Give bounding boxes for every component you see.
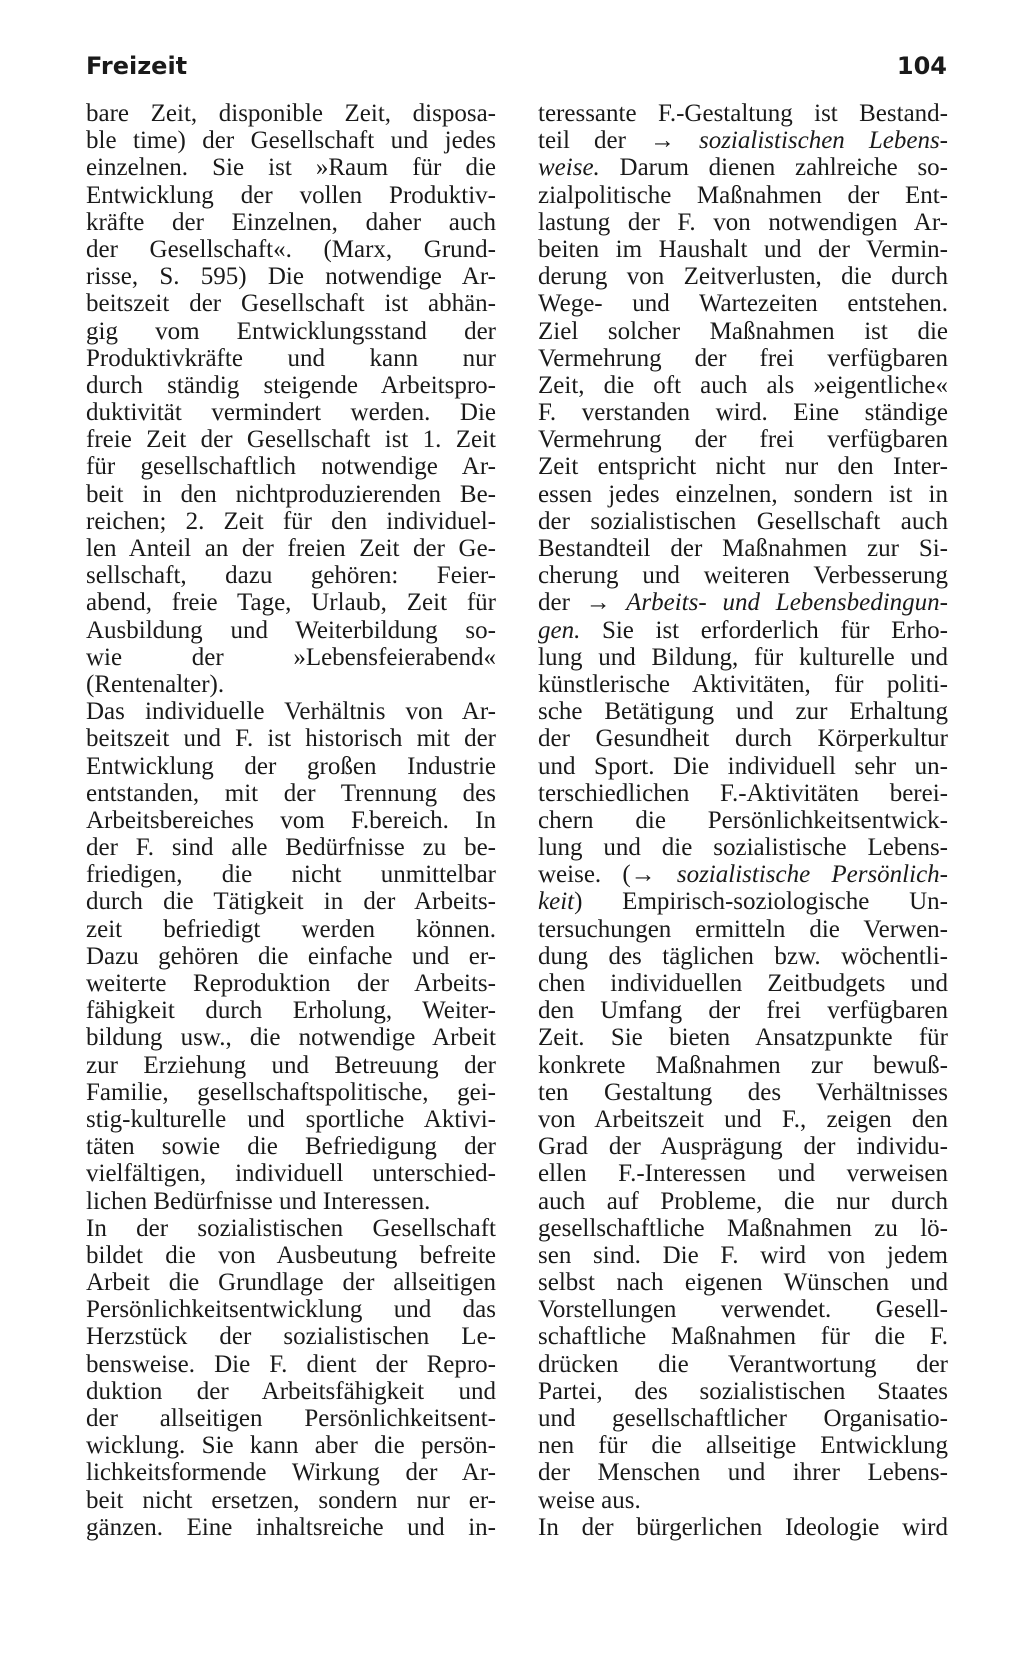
cross-reference-term: gen. bbox=[538, 616, 581, 644]
text-line bbox=[538, 888, 948, 915]
text-line: fähigkeit durch Erholung, Weiter- bbox=[86, 997, 496, 1025]
text-segment: weise. ( bbox=[538, 861, 631, 889]
text-line: Zeit. Sie bieten Ansatzpunkte für bbox=[538, 1024, 948, 1052]
text-line: dung des täglichen bzw. wöchentli- bbox=[538, 942, 948, 970]
text-segment: ) Empirisch-soziologische Un- bbox=[574, 888, 948, 916]
text-line: bildet die von Ausbeutung befreite bbox=[86, 1241, 496, 1269]
text-line: weise aus. bbox=[538, 1486, 641, 1514]
text-line: Das individuelle Verhältnis von Ar- bbox=[86, 698, 496, 726]
text-line: ten Gestaltung des Verhältnisses bbox=[538, 1078, 948, 1106]
text-line: Wege- und Wartezeiten entstehen. bbox=[538, 290, 948, 318]
text-line: beit nicht ersetzen, sondern nur er- bbox=[86, 1486, 496, 1514]
text-line: reichen; 2. Zeit für den individuel- bbox=[86, 507, 496, 535]
text-line: ble time) der Gesellschaft und jedes bbox=[86, 127, 496, 155]
text-line: lung und die sozialistische Lebens- bbox=[538, 834, 948, 862]
text-line: entstanden, mit der Trennung des bbox=[86, 779, 496, 807]
text-line: Zeit entspricht nicht nur den Inter- bbox=[538, 453, 948, 481]
text-line: wicklung. Sie kann aber die persön- bbox=[86, 1432, 496, 1460]
text-line: chern die Persönlichkeitsentwick- bbox=[538, 806, 948, 834]
text-line: sche Betätigung und zur Erhaltung bbox=[538, 698, 948, 726]
text-line: Persönlichkeitsentwicklung und das bbox=[86, 1296, 496, 1324]
text-line: sellschaft, dazu gehören: Feier- bbox=[86, 562, 496, 590]
text-segment: teil der bbox=[538, 127, 650, 155]
text-line: täten sowie die Befriedigung der bbox=[86, 1133, 496, 1161]
text-line: kräfte der Einzelnen, daher auch bbox=[86, 208, 496, 236]
text-line: wie der »Lebensfeierabend« bbox=[86, 643, 496, 671]
text-line: drücken die Verantwortung der bbox=[538, 1350, 948, 1378]
text-line: essen jedes einzelnen, sondern ist in bbox=[538, 480, 948, 508]
text-line: Partei, des sozialistischen Staates bbox=[538, 1377, 948, 1405]
text-line: In der sozialistischen Gesellschaft bbox=[86, 1214, 496, 1242]
text-line: lung und Bildung, für kulturelle und bbox=[538, 643, 948, 671]
text-line: vielfältigen, individuell unterschied- bbox=[86, 1160, 496, 1188]
text-line: Vorstellungen verwendet. Gesell- bbox=[538, 1296, 948, 1324]
text-line bbox=[538, 617, 948, 644]
text-segment: der bbox=[538, 589, 586, 617]
right-column bbox=[538, 100, 948, 1541]
text-segment: Darum dienen zahlreiche so- bbox=[599, 154, 948, 182]
text-line: abend, freie Tage, Urlaub, Zeit für bbox=[86, 589, 496, 617]
text-line: bare Zeit, disponible Zeit, disposa- bbox=[86, 100, 496, 127]
text-line: len Anteil an der freien Zeit der Ge- bbox=[86, 535, 496, 562]
text-line: Produktivkräfte und kann nur bbox=[86, 344, 496, 372]
text-line: der allseitigen Persönlichkeitsent- bbox=[86, 1405, 496, 1432]
running-title: Freizeit bbox=[86, 52, 188, 80]
text-line: Entwicklung der großen Industrie bbox=[86, 752, 496, 780]
text-line: cherung und weiteren Verbesserung bbox=[538, 562, 948, 590]
cross-reference-arrow-icon: → bbox=[649, 127, 675, 155]
text-line: gig vom Entwicklungsstand der bbox=[86, 317, 496, 345]
text-line: nen für die allseitige Entwicklung bbox=[538, 1432, 948, 1460]
text-line: tersuchungen ermitteln die Verwen- bbox=[538, 915, 948, 943]
text-line: Grad der Ausprägung der individu- bbox=[538, 1133, 948, 1161]
text-line: schaftliche Maßnahmen für die F. bbox=[538, 1323, 948, 1351]
text-line: von Arbeitszeit und F., zeigen den bbox=[538, 1105, 948, 1133]
text-line: lichkeitsformende Wirkung der Ar- bbox=[86, 1459, 496, 1487]
text-line: friedigen, die nicht unmittelbar bbox=[86, 861, 496, 889]
text-line: beitszeit und F. ist historisch mit der bbox=[86, 725, 496, 753]
text-line: für gesellschaftlich notwendige Ar- bbox=[86, 453, 496, 481]
text-line: Vermehrung der frei verfügbaren bbox=[538, 426, 948, 454]
text-line: weiterte Reproduktion der Arbeits- bbox=[86, 970, 496, 997]
text-line: lastung der F. von notwendigen Ar- bbox=[538, 208, 948, 236]
text-line: Zeit, die oft auch als »eigentliche« bbox=[538, 371, 948, 399]
text-line: zur Erziehung und Betreuung der bbox=[86, 1051, 496, 1079]
text-line: beit in den nichtproduzierenden Be- bbox=[86, 480, 496, 508]
text-line: künstlerische Aktivitäten, für politi- bbox=[538, 670, 948, 698]
text-line: der Gesellschaft«. (Marx, Grund- bbox=[86, 235, 496, 263]
text-line: selbst nach eigenen Wünschen und bbox=[538, 1269, 948, 1297]
text-line: und Sport. Die individuell sehr un- bbox=[538, 752, 948, 780]
text-line: und gesellschaftlicher Organisatio- bbox=[538, 1405, 948, 1432]
text-line bbox=[538, 154, 948, 181]
text-line: F. verstanden wird. Eine ständige bbox=[538, 399, 948, 427]
text-line: zeit befriedigt werden können. bbox=[86, 915, 496, 943]
text-line: auch auf Probleme, die nur durch bbox=[538, 1187, 948, 1215]
text-segment: Sie ist erforderlich für Erho- bbox=[580, 616, 948, 644]
text-line: Herzstück der sozialistischen Le- bbox=[86, 1323, 496, 1351]
cross-reference-term: Arbeits- und Lebensbedingun- bbox=[610, 589, 948, 617]
text-line: bildung usw., die notwendige Arbeit bbox=[86, 1024, 496, 1052]
text-line: gänzen. Eine inhaltsreiche und in- bbox=[86, 1513, 496, 1541]
text-line: Ausbildung und Weiterbildung so- bbox=[86, 616, 496, 644]
text-line: Ziel solcher Maßnahmen ist die bbox=[538, 317, 948, 345]
text-line: beitszeit der Gesellschaft ist abhän- bbox=[86, 290, 496, 318]
text-line: durch die Tätigkeit in der Arbeits- bbox=[86, 888, 496, 916]
text-line: einzelnen. Sie ist »Raum für die bbox=[86, 154, 496, 182]
cross-reference-term: sozialistischen Lebens- bbox=[674, 127, 948, 155]
page-number: 104 bbox=[896, 52, 947, 80]
text-line: den Umfang der frei verfügbaren bbox=[538, 997, 948, 1025]
text-line: Arbeitsbereiches vom F.bereich. In bbox=[86, 806, 496, 834]
text-line bbox=[538, 127, 948, 154]
text-line: durch ständig steigende Arbeitspro- bbox=[86, 371, 496, 399]
text-line: ellen F.-Interessen und verweisen bbox=[538, 1160, 948, 1188]
text-line: derung von Zeitverlusten, die durch bbox=[538, 263, 948, 291]
text-line: stig-kulturelle und sportliche Aktivi- bbox=[86, 1105, 496, 1133]
text-line bbox=[538, 589, 948, 616]
text-line: der F. sind alle Bedürfnisse zu be- bbox=[86, 834, 496, 862]
text-line: Bestandteil der Maßnahmen zur Si- bbox=[538, 535, 948, 562]
text-line: konkrete Maßnahmen zur bewuß- bbox=[538, 1051, 948, 1079]
text-line: der Gesundheit durch Körperkultur bbox=[538, 725, 948, 753]
text-line: Familie, gesellschaftspolitische, gei- bbox=[86, 1078, 496, 1106]
cross-reference-term: keit bbox=[538, 888, 575, 916]
cross-reference-arrow-icon: → bbox=[585, 589, 611, 617]
text-line: sen sind. Die F. wird von jedem bbox=[538, 1241, 948, 1269]
text-line: Vermehrung der frei verfügbaren bbox=[538, 344, 948, 372]
text-line: (Rentenalter). bbox=[86, 670, 225, 698]
text-line: gesellschaftliche Maßnahmen zu lö- bbox=[538, 1214, 948, 1242]
text-line: der Menschen und ihrer Lebens- bbox=[538, 1459, 948, 1487]
text-line: Dazu gehören die einfache und er- bbox=[86, 942, 496, 970]
text-line: risse, S. 595) Die notwendige Ar- bbox=[86, 263, 496, 291]
text-line: duktion der Arbeitsfähigkeit und bbox=[86, 1377, 496, 1405]
cross-reference-term: sozialistische Persönlich- bbox=[655, 861, 948, 889]
cross-reference-term: weise. bbox=[538, 154, 600, 182]
text-line: der sozialistischen Gesellschaft auch bbox=[538, 507, 948, 535]
text-line bbox=[538, 861, 948, 888]
text-line: terschiedlichen F.-Aktivitäten berei- bbox=[538, 779, 948, 807]
page-header bbox=[86, 52, 947, 86]
text-line: chen individuellen Zeitbudgets und bbox=[538, 970, 948, 997]
text-line: lichen Bedürfnisse und Interessen. bbox=[86, 1187, 431, 1215]
cross-reference-arrow-icon: → bbox=[630, 861, 656, 889]
text-line: beiten im Haushalt und der Vermin- bbox=[538, 235, 948, 263]
left-column bbox=[86, 100, 496, 1541]
text-line: freie Zeit der Gesellschaft ist 1. Zeit bbox=[86, 426, 496, 454]
text-line: Entwicklung der vollen Produktiv- bbox=[86, 181, 496, 209]
text-line: teressante F.-Gestaltung ist Bestand- bbox=[538, 100, 948, 127]
text-line: In der bürgerlichen Ideologie wird bbox=[538, 1513, 948, 1541]
text-line: duktivität vermindert werden. Die bbox=[86, 399, 496, 427]
text-line: bensweise. Die F. dient der Repro- bbox=[86, 1350, 496, 1378]
text-line: Arbeit die Grundlage der allseitigen bbox=[86, 1269, 496, 1297]
text-line: zialpolitische Maßnahmen der Ent- bbox=[538, 181, 948, 209]
